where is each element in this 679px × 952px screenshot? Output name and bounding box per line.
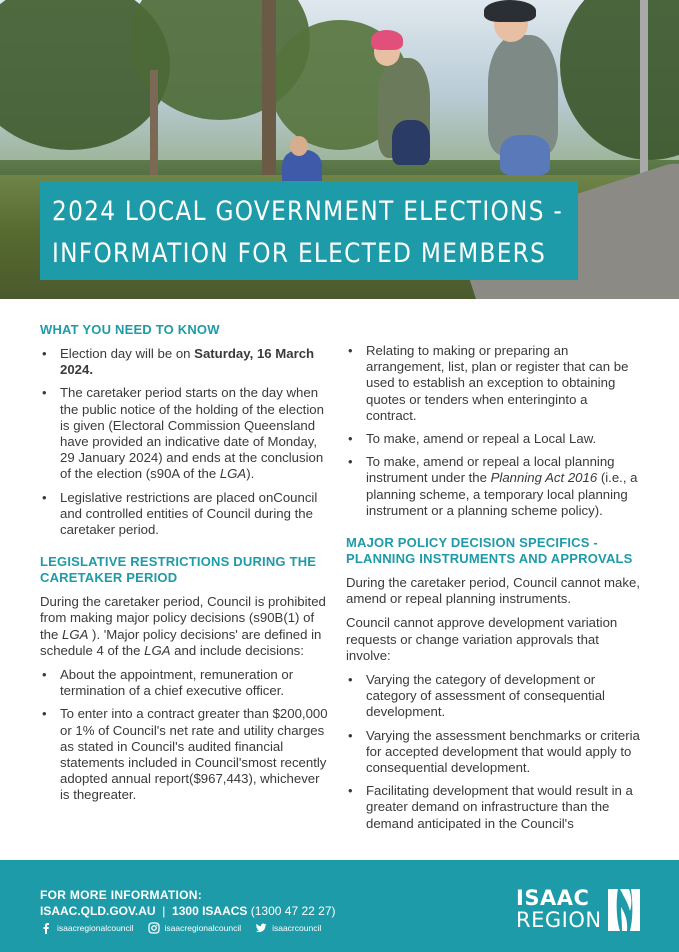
bullet-icon: • [348,783,353,799]
hero-tree-trunk [150,70,158,185]
paragraph-text: ). 'Major policy decisions' are defined in schedule 4 of the [40,626,322,658]
list-item [40,706,330,803]
list-item-text: Legislative restrictions are placed onCouncil and controlled entities of Council during the caretaker period. [60,489,318,538]
footer-more-info-label: FOR MORE INFORMATION: [40,888,203,902]
list-item-text: The caretaker period starts on the day when the public notice of the holding of the election is given (Electoral Commission Queensland have provided an indicative date of Monday, 29 January 2024) and ends at the conclusion of the election (s90A of the [60,385,324,482]
hero-tree-trunk [262,0,276,185]
hero-title-box [40,181,578,280]
list-item-text: To enter into a contract greater than $200,000 or 1% of Council's net rate and utility charges as stated in Council's audited financial statements included in Council'smost recently adopted annual report($967,443), whichever is thegreater. [60,706,328,803]
list-item [40,490,330,539]
section-paragraph: During the caretaker period, Council cannot make, amend or repeal planning instruments. [346,575,640,607]
list-item [40,667,330,699]
list-item-text: Varying the assessment benchmarks or criteria for accepted development that would apply to consequential development. [366,727,640,776]
hero-helmet [371,30,403,50]
bullet-icon: • [42,706,47,722]
list-item-italic: LGA [219,466,247,482]
footer-contact-line [40,904,336,918]
facebook-icon [40,922,52,934]
list-item-text: Facilitating development that would result in a greater demand on infrastructure than the demand anticipated in the Council's [366,783,633,831]
list-item-text: To make, amend or repeal a local planning instrument under the [366,454,615,486]
section-heading-legislative-restrictions: LEGISLATIVE RESTRICTIONS DURING THE CARETAKER PERIOD [40,554,317,586]
list-item-text: To make, amend or repeal a Local Law. [366,431,597,447]
left-column [40,322,330,811]
footer-social-links [40,922,327,934]
bullet-icon: • [42,385,47,401]
section-paragraph [40,594,330,659]
isaac-region-logo [516,887,642,937]
list-item [346,343,641,424]
paragraph-text: and include decisions: [170,642,304,658]
social-facebook[interactable] [40,922,134,934]
list-item [40,385,330,482]
list-item-text: Relating to making or preparing an arrangement, list, plan or register that can be used to establish an exception to obtaining quotes or tenders when enteringinto a contract. [366,343,629,423]
list-item-text: ). [246,466,255,482]
right-column [346,343,641,839]
list-item-text: About the appointment, remuneration or termination of a chief executive officer. [60,667,294,699]
section-heading-what-you-need-to-know: WHAT YOU NEED TO KNOW [40,322,220,337]
twitter-icon [255,922,267,934]
website-link[interactable]: ISAAC.QLD.GOV.AU [40,904,156,918]
hero-banner [0,0,679,299]
bullet-icon: • [42,346,47,361]
bullet-icon: • [348,431,353,447]
list-item [346,431,641,447]
page-title-line-2: INFORMATION FOR ELECTED MEMBERS [52,238,547,269]
list-item [346,728,641,777]
section-paragraph: Council cannot approve development variation requests or change variation approvals that involve: [346,615,618,663]
list-item-bold: Saturday, 16 March 2024. [60,346,315,378]
paragraph-text: During the caretaker period, Council is prohibited from making major policy decisions (s90B(1) of the [40,594,326,642]
logo-text-isaac: ISAAC [516,886,590,910]
bullet-list [346,672,641,832]
logo-mark-icon [606,887,642,933]
footer [0,860,679,952]
social-twitter[interactable] [255,922,321,934]
bullet-icon: • [348,343,353,358]
phone-number[interactable]: (1300 47 22 27) [250,904,336,918]
bullet-icon: • [348,454,353,470]
facebook-handle[interactable]: isaacregionalcouncil [57,923,134,933]
list-item-text: Varying the category of development or category of assessment of consequential development. [366,672,605,720]
list-item [346,783,641,832]
bullet-list [346,343,641,519]
hero-tree-trunk [640,0,648,190]
list-item-italic: Planning Act 2016 [490,470,598,486]
paragraph-italic: LGA [144,642,171,658]
list-item [346,672,641,721]
bullet-icon: • [348,727,353,743]
bullet-icon: • [348,672,353,688]
hero-person-head [290,136,308,156]
hero-helmet [484,0,536,22]
bullet-list [40,667,330,804]
bullet-icon: • [42,489,47,505]
list-item-text: (i.e., a planning scheme, a temporary local planning instrument or a planning scheme policy). [366,470,638,518]
bullet-list [40,346,330,538]
logo-text-region: REGION [516,908,602,932]
paragraph-italic: LGA [62,626,89,642]
list-item [346,454,641,519]
hero-person-child-legs [500,135,550,175]
list-item-text: Election day will be on [60,346,195,361]
social-instagram[interactable] [148,922,242,934]
page-title-line-1: 2024 LOCAL GOVERNMENT ELECTIONS - [52,196,564,227]
section-heading-major-policy-decision: MAJOR POLICY DECISION SPECIFICS - PLANNING INSTRUMENTS AND APPROVALS [346,535,633,567]
instagram-icon [148,922,160,934]
phone-label[interactable]: 1300 ISAACS [172,904,248,918]
list-item [40,346,330,378]
hero-person-child-legs [392,120,430,165]
footer-separator: | [162,904,166,918]
bullet-icon: • [42,667,47,683]
instagram-handle[interactable]: isaacregionalcouncil [164,923,242,933]
twitter-handle[interactable]: isaacrcouncil [272,923,322,933]
